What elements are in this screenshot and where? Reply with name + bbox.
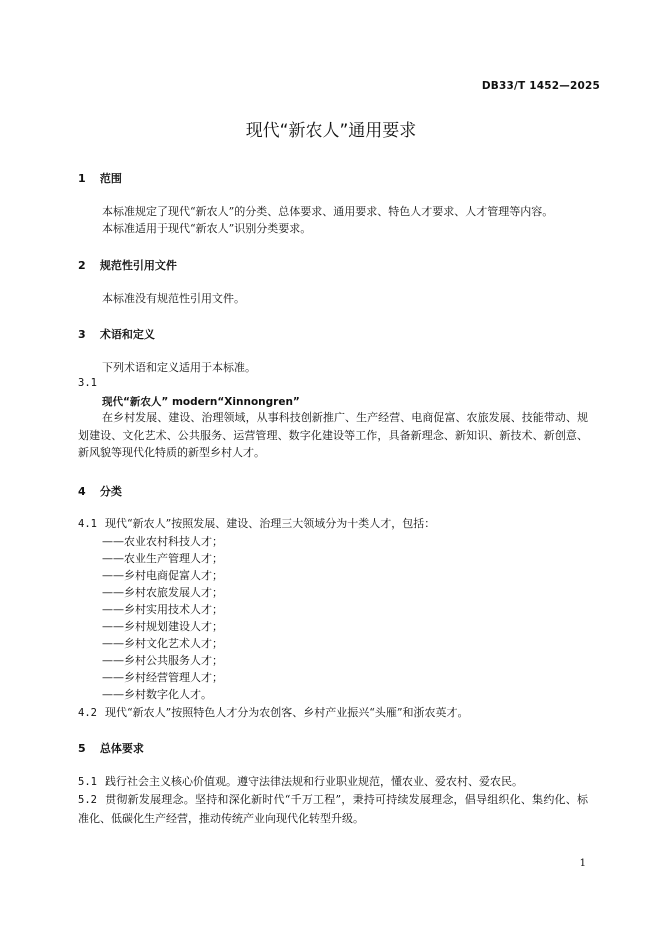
- section-3-title: 术语和定义: [99, 328, 155, 341]
- term-definition: 在乡村发展、建设、治理领域，从事科技创新推广、生产经营、电商促富、农旅发展、技能带动、规划建设、文化艺术、公共服务、运营管理、数字化建设等工作，具备新理念、新知识、新技术、新创意、新风貌等现代化特质的新型乡村人才。: [78, 411, 588, 459]
- list-item: ——乡村实用技术人才；: [102, 603, 223, 616]
- term-number: 3.1: [78, 377, 97, 389]
- clause-4-1-text: 现代“新农人”按照发展、建设、治理三大领域分为十类人才，包括：: [104, 517, 436, 530]
- list-item: ——乡村经营管理人才；: [102, 671, 223, 684]
- section-1-heading: [78, 170, 122, 186]
- section-2-number: 2: [78, 259, 86, 272]
- section-4-number: 4: [78, 485, 86, 498]
- section-5-number: 5: [78, 742, 86, 755]
- clause-5-1-text: 践行社会主义核心价值观。遵守法律法规和行业职业规范，懂农业、爱农村、爱农民。: [104, 775, 523, 788]
- standard-code: DB33/T 1452—2025: [481, 80, 600, 92]
- scope-paragraph-2: 本标准适用于现代“新农人”识别分类要求。: [102, 222, 312, 235]
- list-item: ——乡村电商促富人才；: [102, 569, 223, 582]
- section-1-number: 1: [78, 172, 86, 185]
- section-3-number: 3: [78, 328, 86, 341]
- clause-4-1-number: 4.1: [78, 518, 97, 530]
- list-item: ——乡村文化艺术人才；: [102, 637, 223, 650]
- term-name: 现代“新农人” modern“Xinnongren”: [102, 396, 300, 408]
- clause-5-2-number: 5.2: [78, 794, 97, 806]
- section-5-heading: [78, 740, 144, 756]
- section-2-title: 规范性引用文件: [99, 259, 177, 272]
- clause-5-1: [78, 773, 523, 791]
- list-item: ——乡村规划建设人才；: [102, 620, 223, 633]
- list-item: ——乡村农旅发展人才；: [102, 586, 223, 599]
- clause-5-2-text: 贯彻新发展理念。坚持和深化新时代“千万工程”，秉持可持续发展理念，倡导组织化、集约化、标准化、低碳化生产经营，推动传统产业向现代化转型升级。: [78, 793, 588, 825]
- clause-4-2-number: 4.2: [78, 707, 97, 719]
- clause-4-1: [78, 515, 435, 533]
- list-item: ——农业农村科技人才；: [102, 535, 223, 548]
- page-number: 1: [579, 858, 586, 869]
- section-5-title: 总体要求: [99, 742, 144, 755]
- clause-4-2: [78, 704, 468, 722]
- list-item: ——农业生产管理人才；: [102, 552, 223, 565]
- section-2-heading: [78, 257, 177, 273]
- list-item: ——乡村数字化人才。: [102, 688, 212, 701]
- terms-intro-paragraph: 下列术语和定义适用于本标准。: [102, 361, 256, 374]
- document-title: 现代“新农人”通用要求: [245, 121, 417, 141]
- list-item: ——乡村公共服务人才；: [102, 654, 223, 667]
- section-4-title: 分类: [99, 485, 122, 498]
- clause-4-2-text: 现代“新农人”按照特色人才分为农创客、乡村产业振兴“头雁”和浙农英才。: [104, 706, 469, 719]
- section-3-heading: [78, 326, 155, 342]
- clause-5-2: [78, 791, 588, 827]
- clause-5-1-number: 5.1: [78, 776, 97, 788]
- section-4-heading: [78, 483, 122, 499]
- references-paragraph: 本标准没有规范性引用文件。: [102, 292, 245, 305]
- section-1-title: 范围: [99, 172, 122, 185]
- scope-paragraph-1: 本标准规定了现代“新农人”的分类、总体要求、通用要求、特色人才要求、人才管理等内容。: [102, 205, 554, 218]
